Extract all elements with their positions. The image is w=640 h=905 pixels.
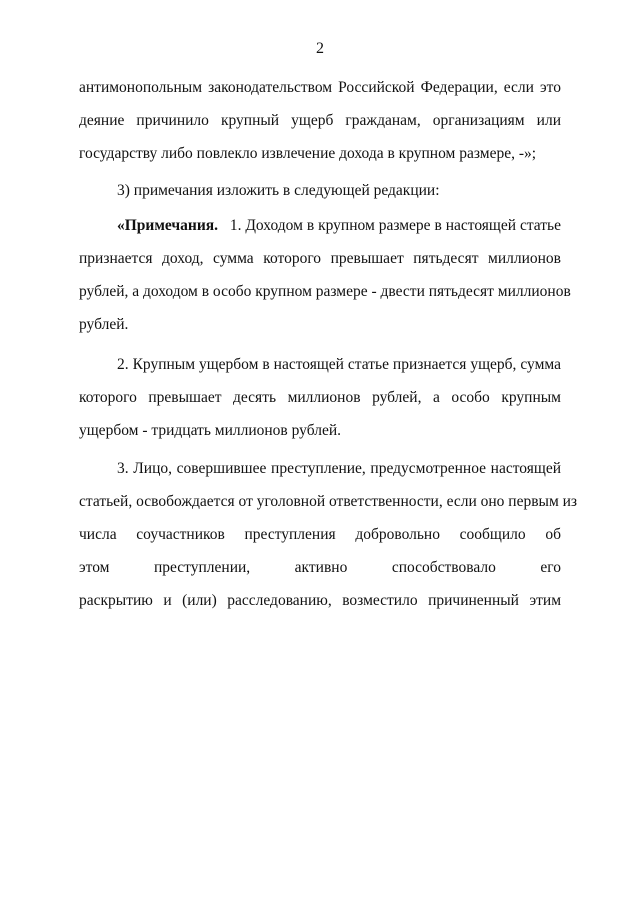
note-1-start: 1. Доходом в крупном размере в настоящей статье (229, 217, 562, 234)
text-line: статьей, освобождается от уголовной ответственности, если оно первым из (79, 493, 578, 510)
text-line: которого превышает десять миллионов рублей, а особо крупным (79, 389, 561, 406)
text-line: антимонопольным законодательством Российской Федерации, если это (79, 79, 561, 96)
text-line: ущербом - тридцать миллионов рублей. (79, 422, 341, 439)
paragraph-note-1 (79, 216, 571, 348)
text-line: 2. Крупным ущербом в настоящей статье признается ущерб, сумма (117, 356, 561, 373)
notes-heading: «Примечания. (117, 217, 219, 234)
text-line: 3) примечания изложить в следующей редакции: (117, 182, 440, 199)
page-number: 2 (316, 40, 324, 57)
text-line: этом преступлении, активно способствовало его (79, 559, 561, 576)
text-line: признается доход, сумма которого превышает пятьдесят миллионов (79, 250, 561, 267)
text-line: государству либо повлекло извлечение дохода в крупном размере, -»; (79, 145, 537, 162)
text-line (79, 216, 561, 249)
paragraph-continuation (79, 78, 561, 177)
paragraph-item-3 (79, 181, 561, 214)
text-line: 3. Лицо, совершившее преступление, предусмотренное настоящей (117, 460, 561, 477)
text-line: деяние причинило крупный ущерб гражданам, организациям или (79, 112, 561, 129)
text-line: рублей. (79, 316, 129, 333)
text-line: числа соучастников преступления добровольно сообщило об (79, 526, 561, 543)
text-line: рублей, а доходом в особо крупном размере - двести пятьдесят миллионов (79, 283, 571, 300)
paragraph-note-2 (79, 355, 561, 454)
text-line: раскрытию и (или) расследованию, возместило причиненный этим (79, 592, 561, 609)
paragraph-note-3 (79, 459, 578, 624)
